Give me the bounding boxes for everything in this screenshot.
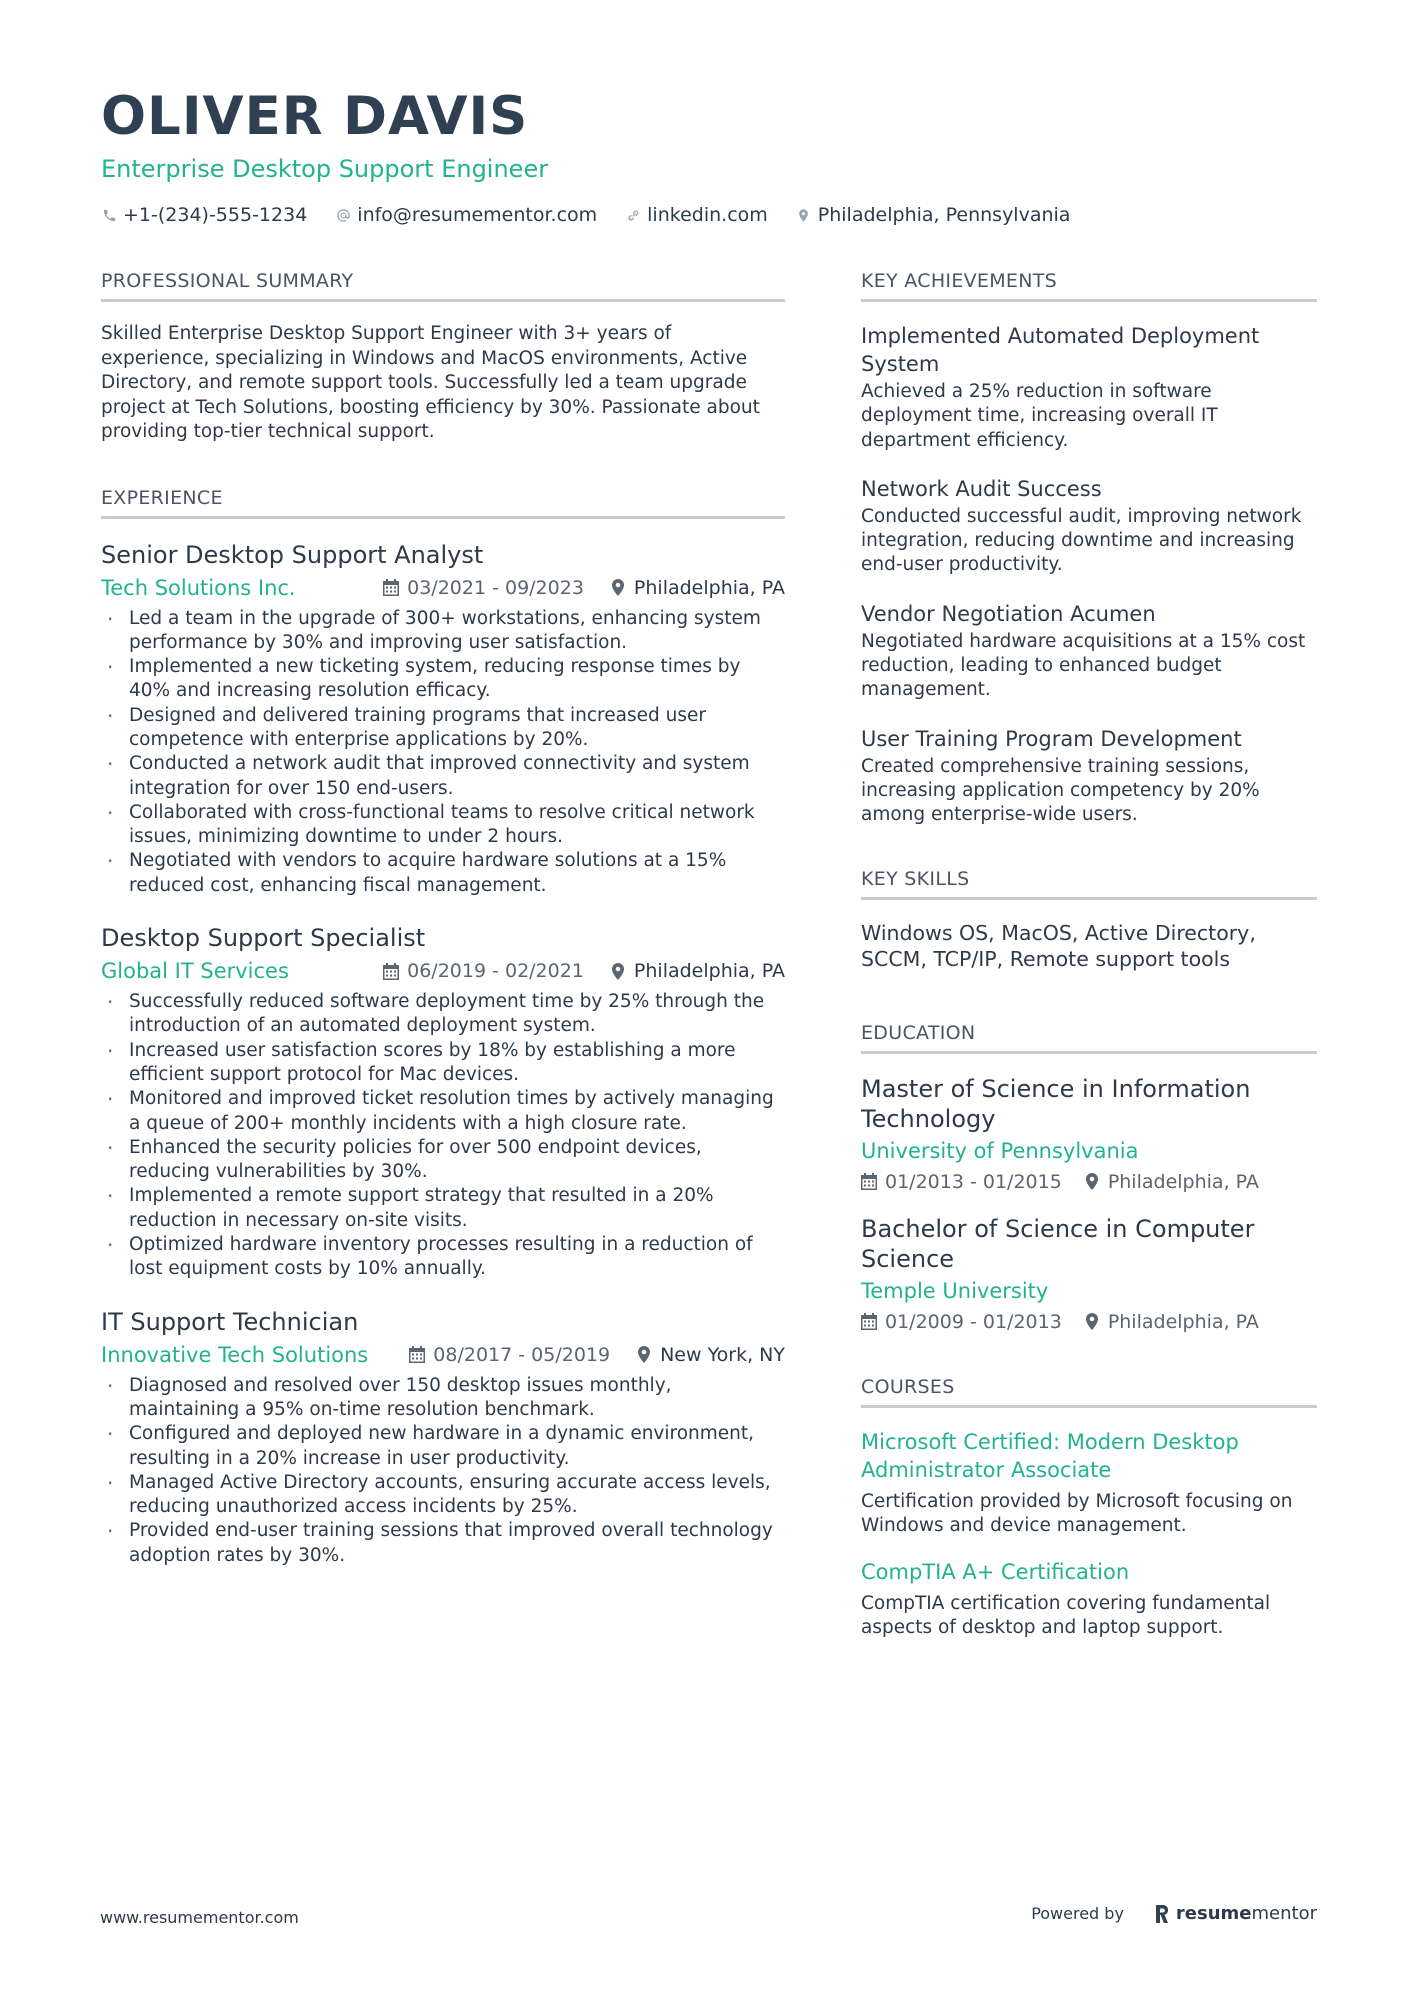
education-school: Temple University bbox=[861, 1278, 1049, 1303]
job-meta bbox=[101, 573, 785, 603]
achievements-section bbox=[861, 268, 1317, 828]
contact-email-text: info@resumementor.com bbox=[357, 204, 598, 226]
job-dates: 08/2017 - 05/2019 bbox=[433, 1343, 611, 1366]
achievement-title: User Training Program Development bbox=[861, 726, 1242, 751]
job-title: Desktop Support Specialist bbox=[101, 924, 426, 953]
job-company: Innovative Tech Solutions bbox=[101, 1342, 369, 1367]
brand-name-light: mentor bbox=[1251, 1903, 1317, 1924]
list-item: · Implemented a new ticketing system, reducing response times by 40% and increasing resolution efficacy. bbox=[101, 655, 785, 704]
location-icon bbox=[636, 1346, 652, 1363]
education-section bbox=[861, 1020, 1317, 1336]
list-item: · Conducted a network audit that improved connectivity and system integration for over 150 end-users. bbox=[101, 752, 785, 801]
course-desc: Certification provided by Microsoft focusing on Windows and device management. bbox=[861, 1490, 1293, 1536]
summary-text: Skilled Enterprise Desktop Support Engineer with 3+ years of experience, specializing in Windows and MacOS environments, Active Directory, and remote support tools. Successfully led a team upgrade project at Tech Solutions, boosting efficiency by 30%. Passionate about providing top-tier technical support. bbox=[101, 323, 760, 442]
contact-email[interactable] bbox=[335, 204, 597, 226]
calendar-icon bbox=[861, 1313, 877, 1330]
contact-linkedin[interactable] bbox=[625, 204, 768, 226]
resumementor-logo-icon bbox=[1154, 1904, 1170, 1924]
location-icon bbox=[610, 579, 626, 596]
job-bullets bbox=[101, 990, 785, 1282]
calendar-icon bbox=[383, 963, 399, 980]
list-item: · Collaborated with cross-functional teams to resolve critical network issues, minimizing downtime to under 2 hours. bbox=[101, 801, 785, 850]
course-title: Microsoft Certified: Modern Desktop Administrator Associate bbox=[861, 1429, 1239, 1482]
calendar-icon bbox=[861, 1173, 877, 1190]
education-item bbox=[861, 1074, 1317, 1196]
job-location: Philadelphia, PA bbox=[633, 576, 785, 599]
location-icon bbox=[796, 207, 812, 223]
job-meta bbox=[101, 1340, 785, 1370]
achievement-desc: Created comprehensive training sessions, increasing application competency by 20% among enterprise-wide users. bbox=[861, 755, 1260, 826]
list-item: · Diagnosed and resolved over 150 desktop issues monthly, maintaining a 95% on-time resolution benchmark. bbox=[101, 1374, 785, 1423]
experience-section bbox=[101, 485, 785, 1569]
contact-linkedin-text: linkedin.com bbox=[647, 204, 768, 226]
job-bullets bbox=[101, 607, 785, 899]
job-location: Philadelphia, PA bbox=[633, 960, 785, 983]
contact-phone-text: +1-(234)-555-1234 bbox=[123, 204, 308, 226]
education-heading: EDUCATION bbox=[861, 1020, 1317, 1054]
achievement-item bbox=[861, 600, 1317, 703]
left-column bbox=[101, 268, 785, 1592]
list-item: · Designed and delivered training programs that increased user competence with enterprise applications by 20%. bbox=[101, 704, 785, 753]
job-bullets bbox=[101, 1374, 785, 1568]
footer-brand bbox=[1031, 1903, 1317, 1924]
course-item bbox=[861, 1428, 1317, 1539]
link-icon bbox=[625, 207, 641, 223]
list-item: · Negotiated with vendors to acquire hardware solutions at a 15% reduced cost, enhancing fiscal management. bbox=[101, 849, 785, 898]
resume-header bbox=[101, 82, 1321, 226]
education-degree: Bachelor of Science in Computer Science bbox=[861, 1214, 1255, 1273]
at-icon bbox=[335, 207, 351, 223]
calendar-icon bbox=[409, 1346, 425, 1363]
contact-phone[interactable] bbox=[101, 204, 307, 226]
brand-logo[interactable] bbox=[1154, 1903, 1317, 1924]
job-entry bbox=[101, 539, 785, 899]
experience-heading: EXPERIENCE bbox=[101, 485, 785, 519]
location-icon bbox=[610, 963, 626, 980]
achievement-desc: Achieved a 25% reduction in software deployment time, increasing overall IT department efficiency. bbox=[861, 381, 1218, 451]
education-degree: Master of Science in Information Technology bbox=[861, 1074, 1251, 1133]
job-title: Senior Desktop Support Analyst bbox=[101, 540, 484, 569]
achievement-item bbox=[861, 725, 1317, 828]
list-item: · Configured and deployed new hardware in a dynamic environment, resulting in a 20% increase in user productivity. bbox=[101, 1422, 785, 1471]
list-item: · Monitored and improved ticket resolution times by actively managing a queue of 200+ monthly incidents with a high closure rate. bbox=[101, 1087, 785, 1136]
contact-row bbox=[101, 204, 1321, 226]
contact-location-text: Philadelphia, Pennsylvania bbox=[817, 204, 1071, 226]
summary-section bbox=[101, 268, 785, 445]
education-location: Philadelphia, PA bbox=[1107, 1170, 1259, 1193]
education-item bbox=[861, 1214, 1317, 1336]
education-school: University of Pennsylvania bbox=[861, 1138, 1139, 1163]
job-entry bbox=[101, 1306, 785, 1568]
list-item: · Increased user satisfaction scores by 18% by establishing a more efficient support protocol for Mac devices. bbox=[101, 1039, 785, 1088]
course-desc: CompTIA certification covering fundamental aspects of desktop and laptop support. bbox=[861, 1593, 1271, 1639]
job-meta bbox=[101, 956, 785, 986]
phone-icon bbox=[101, 207, 117, 223]
course-title: CompTIA A+ Certification bbox=[861, 1560, 1130, 1585]
education-dates: 01/2009 - 01/2013 bbox=[885, 1310, 1062, 1333]
achievements-heading: KEY ACHIEVEMENTS bbox=[861, 268, 1317, 302]
achievement-title: Implemented Automated Deployment System bbox=[861, 324, 1260, 376]
job-company: Tech Solutions Inc. bbox=[101, 575, 296, 600]
list-item: · Successfully reduced software deployment time by 25% through the introduction of an automated deployment system. bbox=[101, 990, 785, 1039]
candidate-role: Enterprise Desktop Support Engineer bbox=[101, 155, 549, 183]
skills-text: Windows OS, MacOS, Active Directory, SCCM, TCP/IP, Remote support tools bbox=[861, 920, 1256, 971]
list-item: · Enhanced the security policies for over 500 endpoint devices, reducing vulnerabilities by 30%. bbox=[101, 1136, 785, 1185]
skills-heading: KEY SKILLS bbox=[861, 866, 1317, 900]
list-item: · Optimized hardware inventory processes resulting in a reduction of lost equipment costs by 10% annually. bbox=[101, 1233, 785, 1282]
job-company: Global IT Services bbox=[101, 959, 289, 984]
footer-website[interactable]: www.resumementor.com bbox=[100, 1908, 299, 1927]
job-location: New York, NY bbox=[660, 1343, 785, 1366]
job-entry bbox=[101, 922, 785, 1282]
list-item: · Managed Active Directory accounts, ensuring accurate access levels, reducing unauthorized access incidents by 25%. bbox=[101, 1471, 785, 1520]
courses-section bbox=[861, 1374, 1317, 1641]
achievement-title: Network Audit Success bbox=[861, 476, 1102, 501]
achievement-desc: Conducted successful audit, improving network integration, reducing downtime and increasing end-user productivity. bbox=[861, 505, 1302, 576]
job-title: IT Support Technician bbox=[101, 1307, 359, 1336]
location-icon bbox=[1084, 1313, 1100, 1330]
achievement-title: Vendor Negotiation Acumen bbox=[861, 601, 1156, 626]
list-item: · Provided end-user training sessions that improved overall technology adoption rates by 30%. bbox=[101, 1519, 785, 1568]
calendar-icon bbox=[383, 579, 399, 596]
achievement-item bbox=[861, 322, 1317, 453]
list-item: · Led a team in the upgrade of 300+ workstations, enhancing system performance by 30% and improving user satisfaction. bbox=[101, 607, 785, 656]
job-dates: 03/2021 - 09/2023 bbox=[407, 576, 584, 599]
education-location: Philadelphia, PA bbox=[1107, 1310, 1259, 1333]
right-column bbox=[861, 268, 1317, 1681]
location-icon bbox=[1084, 1173, 1100, 1190]
achievement-item bbox=[861, 475, 1317, 578]
job-dates: 06/2019 - 02/2021 bbox=[407, 960, 584, 983]
skills-section bbox=[861, 866, 1317, 972]
brand-name-bold: resume bbox=[1175, 1903, 1252, 1924]
powered-by-text: Powered by bbox=[1031, 1904, 1124, 1923]
list-item: · Implemented a remote support strategy that resulted in a 20% reduction in necessary on-site visits. bbox=[101, 1184, 785, 1233]
contact-location bbox=[796, 204, 1071, 226]
summary-heading: PROFESSIONAL SUMMARY bbox=[101, 268, 785, 302]
candidate-name: OLIVER DAVIS bbox=[101, 86, 529, 147]
achievement-desc: Negotiated hardware acquisitions at a 15% cost reduction, leading to enhanced budget management. bbox=[861, 630, 1306, 701]
course-item bbox=[861, 1558, 1317, 1641]
education-dates: 01/2013 - 01/2015 bbox=[885, 1170, 1062, 1193]
courses-heading: COURSES bbox=[861, 1374, 1317, 1408]
